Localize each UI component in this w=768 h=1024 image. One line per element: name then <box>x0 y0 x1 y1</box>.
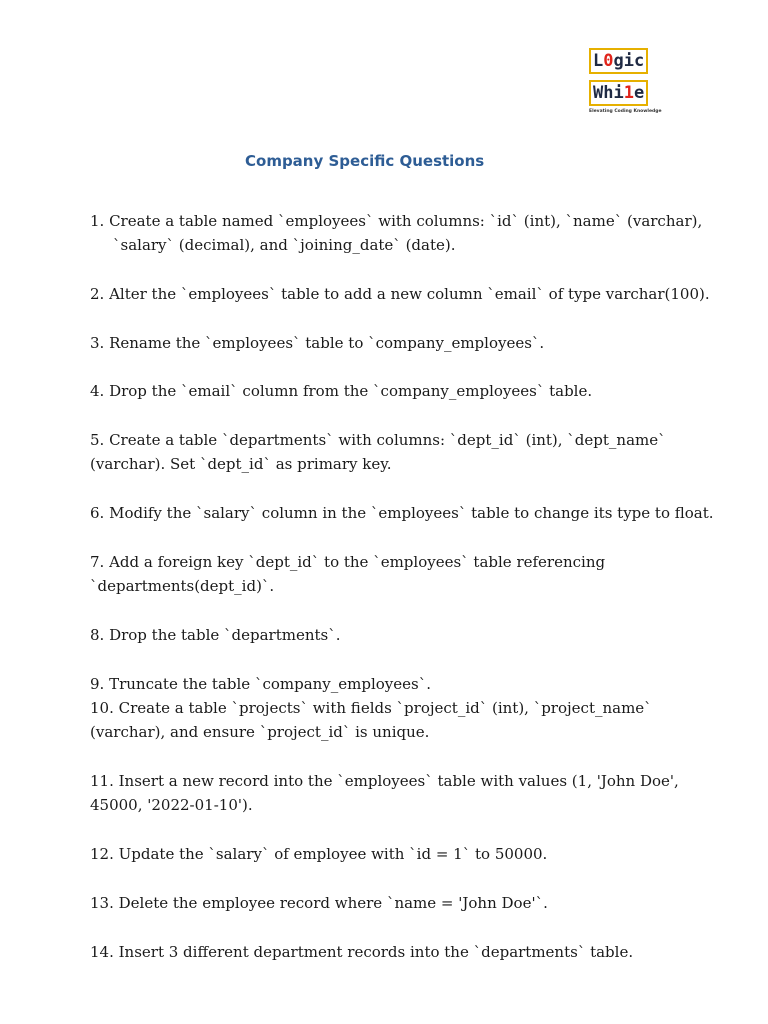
question-11: 11. Insert a new record into the `employees` table with values (1, 'John Doe', 45000, '2022-01-10'). <box>90 772 679 814</box>
logo-line-2 <box>589 80 648 106</box>
question-7: 7. Add a foreign key `dept_id` to the `employees` table referencing `departments(dept_id)`. <box>90 553 606 595</box>
question-3: 3. Rename the `employees` table to `company_employees`. <box>90 334 545 352</box>
question-6: 6. Modify the `salary` column in the `employees` table to change its type to float. <box>90 504 714 522</box>
question-2: 2. Alter the `employees` table to add a new column `email` of type varchar(100). <box>90 285 710 303</box>
logic-while-logo <box>587 46 671 120</box>
page-title: Company Specific Questions <box>245 152 485 170</box>
question-14: 14. Insert 3 different department records into the `departments` table. <box>90 943 634 961</box>
question-8: 8. Drop the table `departments`. <box>90 626 341 644</box>
logo-text: gic <box>613 51 645 71</box>
question-5: 5. Create a table `departments` with columns: `dept_id` (int), `dept_name` (varchar). Set `dept_id` as primary key. <box>90 431 666 473</box>
logo-text: 0 <box>603 51 614 71</box>
logo-text: e <box>633 83 645 103</box>
question-1: 1. Create a table named `employees` with columns: `id` (int), `name` (varchar), `salary` (decimal), and `joining_date` (date). <box>90 212 703 254</box>
question-10: 10. Create a table `projects` with fields `project_id` (int), `project_name` (varchar), and ensure `project_id` is unique. <box>90 699 652 741</box>
question-4: 4. Drop the `email` column from the `company_employees` table. <box>90 382 593 400</box>
logo-text: L <box>593 51 604 71</box>
logo-tagline: Elevating Coding Knowledge <box>589 109 662 114</box>
logo-line-1 <box>589 48 648 74</box>
question-12: 12. Update the `salary` of employee with `id = 1` to 50000. <box>90 845 548 863</box>
logo-text: 1 <box>623 83 634 103</box>
question-13: 13. Delete the employee record where `name = 'John Doe'`. <box>90 894 548 912</box>
question-9: 9. Truncate the table `company_employees`. <box>90 675 432 693</box>
logo-text: Whi <box>593 83 624 103</box>
